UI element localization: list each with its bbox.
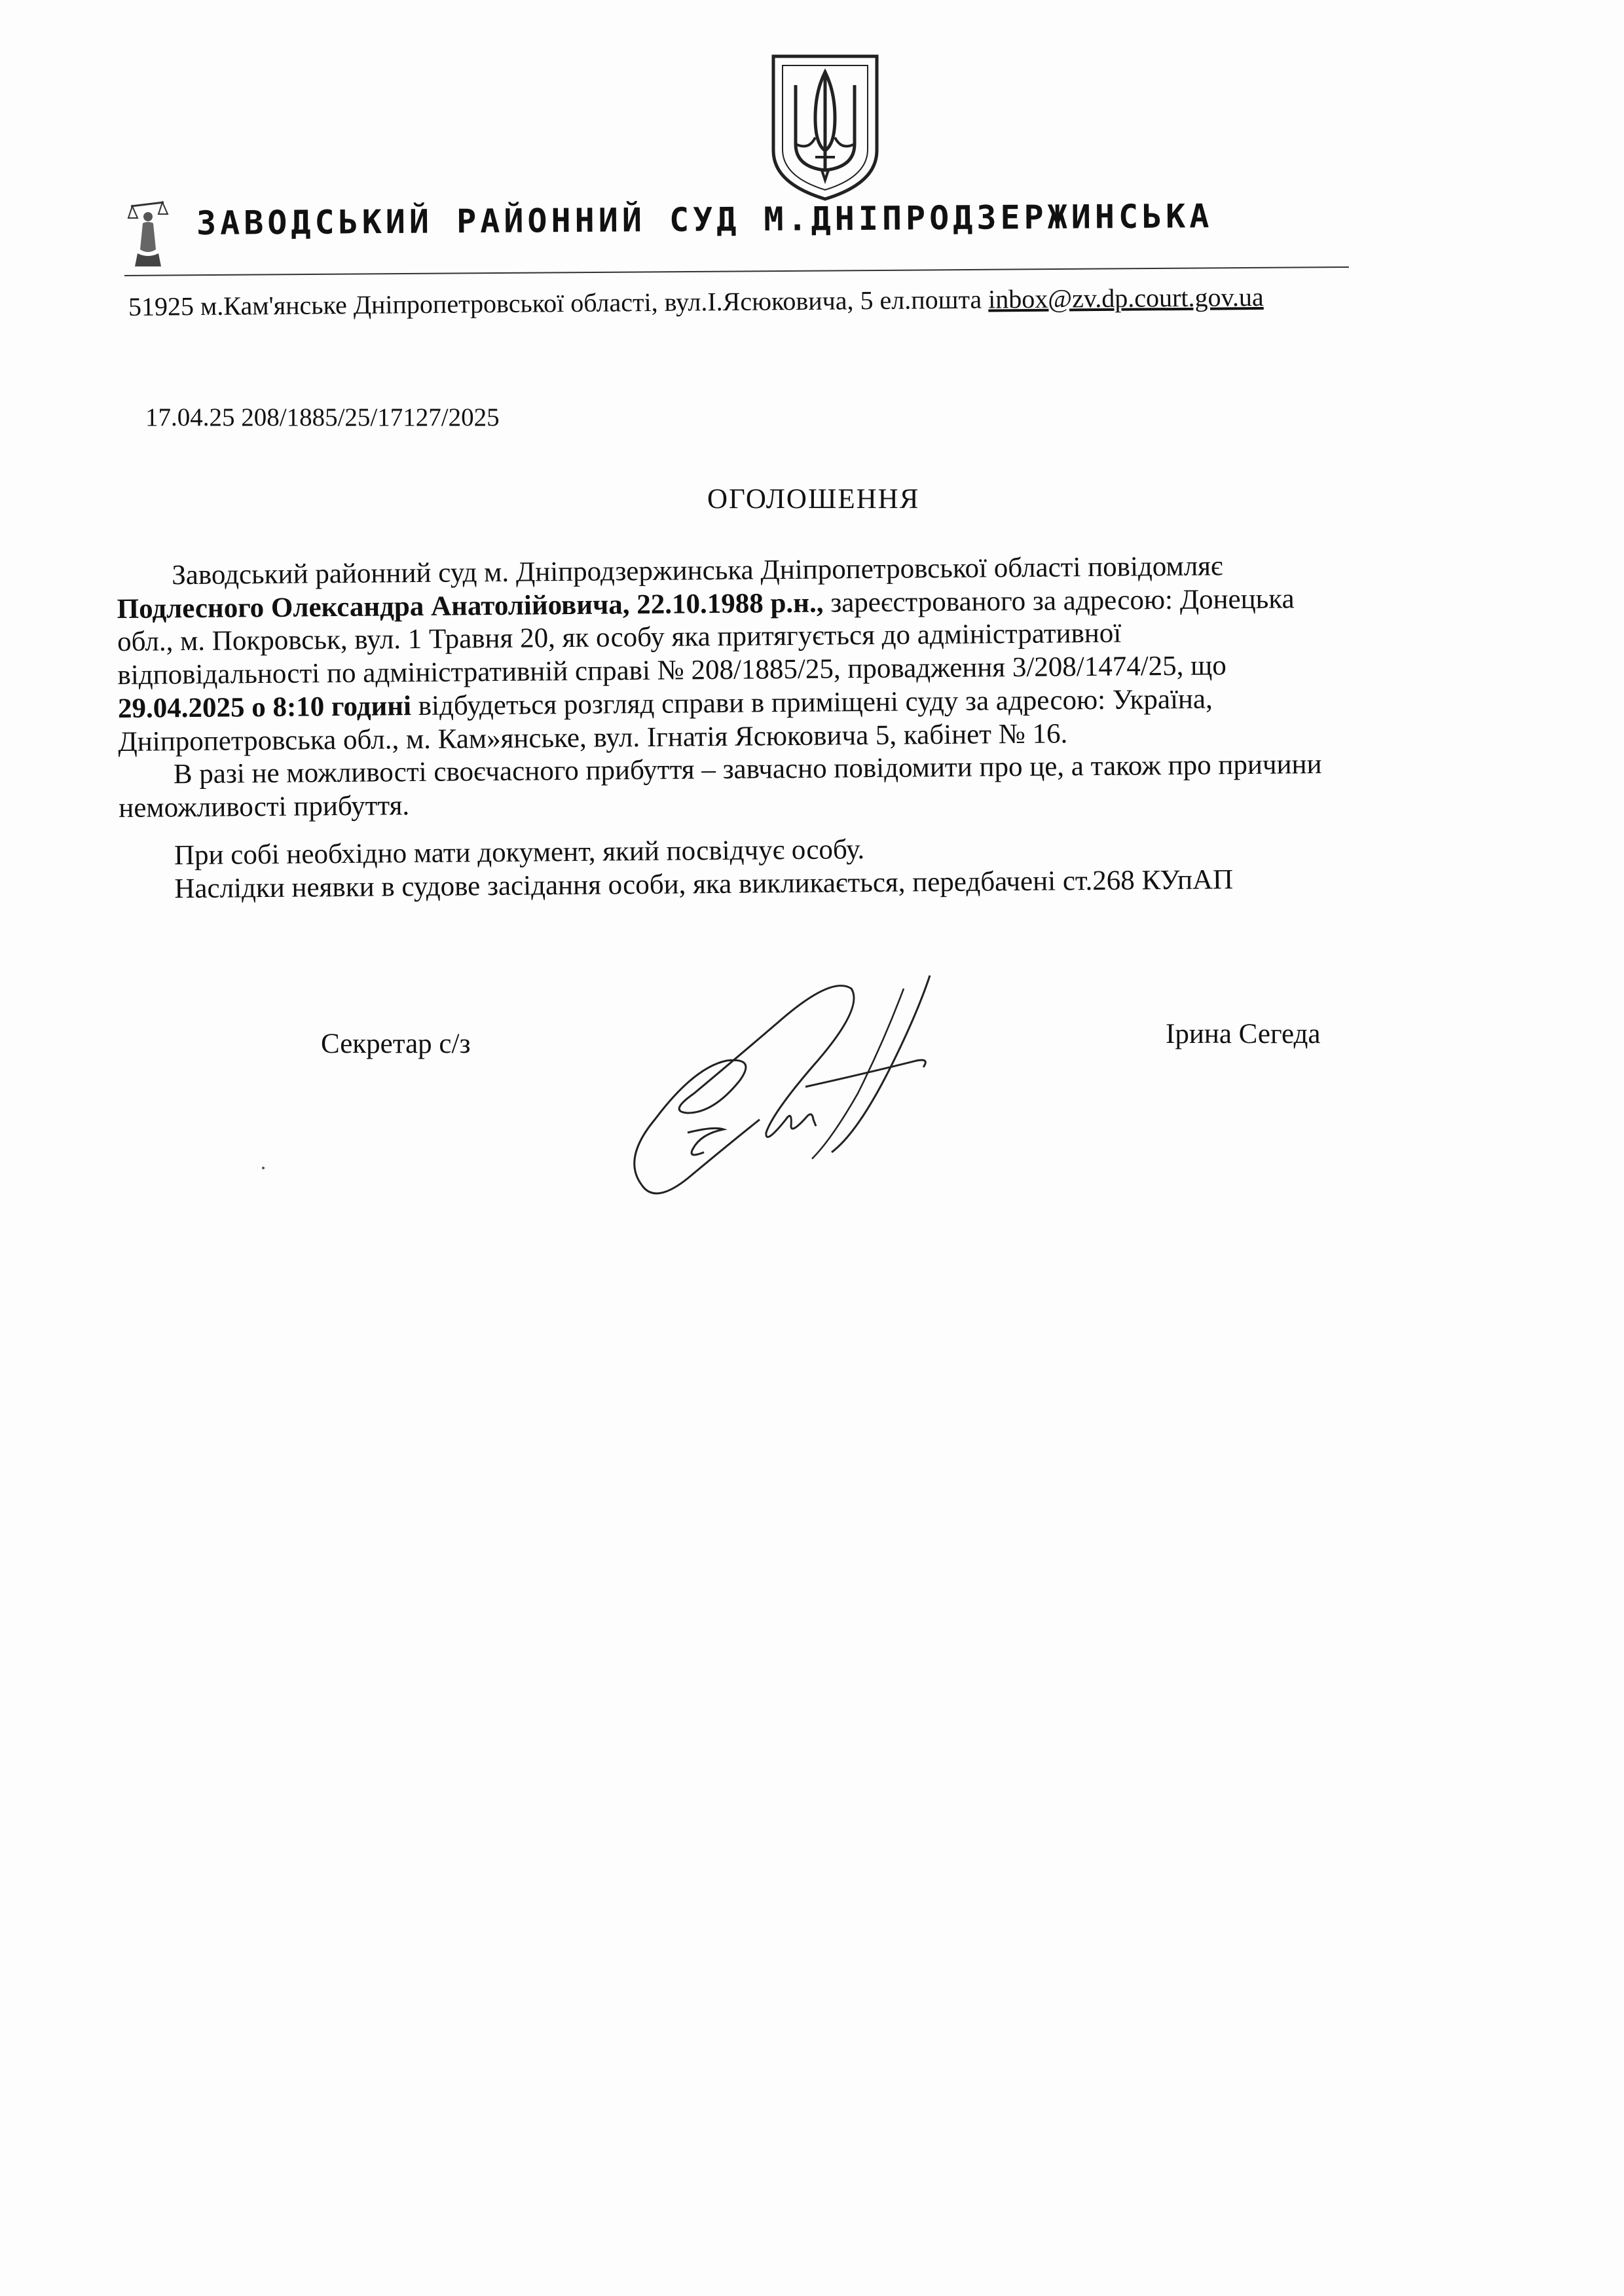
signatory-name: Ірина Сегеда: [1166, 1019, 1321, 1049]
scan-speck: [262, 1167, 265, 1169]
paragraph-line: обл., м. Покровськ, вул. 1 Травня 20, як особу яка притягується до адміністративної: [117, 618, 1122, 658]
document-title: ОГОЛОШЕННЯ: [707, 484, 920, 515]
email-link[interactable]: inbox@zv.dp.court.gov.ua: [987, 282, 1264, 314]
handwritten-signature: [616, 962, 982, 1224]
paragraph-line: Дніпропетровська обл., м. Кам»янське, вул. Ігнатія Ясюковича 5, кабінет № 16.: [118, 718, 1068, 757]
paragraph-line: При собі необхідно мати документ, який посвідчує особу.: [174, 833, 865, 871]
court-name: ЗАВОДСЬКИЙ РАЙОННИЙ СУД М.ДНІПРОДЗЕРЖИНСЬКА: [196, 197, 1213, 242]
paragraph-line: Подлесного Олександра Анатолійовича, 22.10.1988 р.н., зареєстрованого за адресою: Донецька: [117, 583, 1295, 625]
court-address: [128, 282, 1264, 322]
notice-body: [117, 547, 1560, 907]
paragraph-line: Заводський районний суд м. Дніпродзержинська Дніпропетровської області повідомляє: [172, 551, 1223, 591]
person-name: Подлесного Олександра Анатолійовича, 22.10.1988 р.н.,: [117, 587, 824, 625]
paragraph-line: 29.04.2025 о 8:10 годині відбудеться розгляд справи в приміщені суду за адресою: Україна,: [117, 683, 1213, 724]
registration-number: 17.04.25 208/1885/25/17127/2025: [145, 403, 500, 431]
paragraph-line: неможливості прибуття.: [119, 790, 410, 824]
coat-of-arms-icon: [769, 52, 881, 203]
address-text: 51925 м.Кам'янське Дніпропетровської області, вул.І.Ясюковича, 5 ел.пошта: [128, 284, 989, 321]
themis-icon: [124, 193, 170, 272]
header-divider: [124, 266, 1349, 276]
hearing-date: 29.04.2025 о 8:10 годині: [117, 691, 412, 724]
paragraph-line: Наслідки неявки в судове засідання особи, яка викликається, передбачені ст.268 КУпАП: [174, 864, 1234, 904]
paragraph-line: відповідальності по адміністративній справі № 208/1885/25, провадження 3/208/1474/25, що: [117, 650, 1227, 691]
signatory-role: Секретар с/з: [321, 1029, 471, 1059]
paragraph-line: В разі не можливості своєчасного прибуття – завчасно повідомити про це, а також про причини: [173, 749, 1322, 790]
